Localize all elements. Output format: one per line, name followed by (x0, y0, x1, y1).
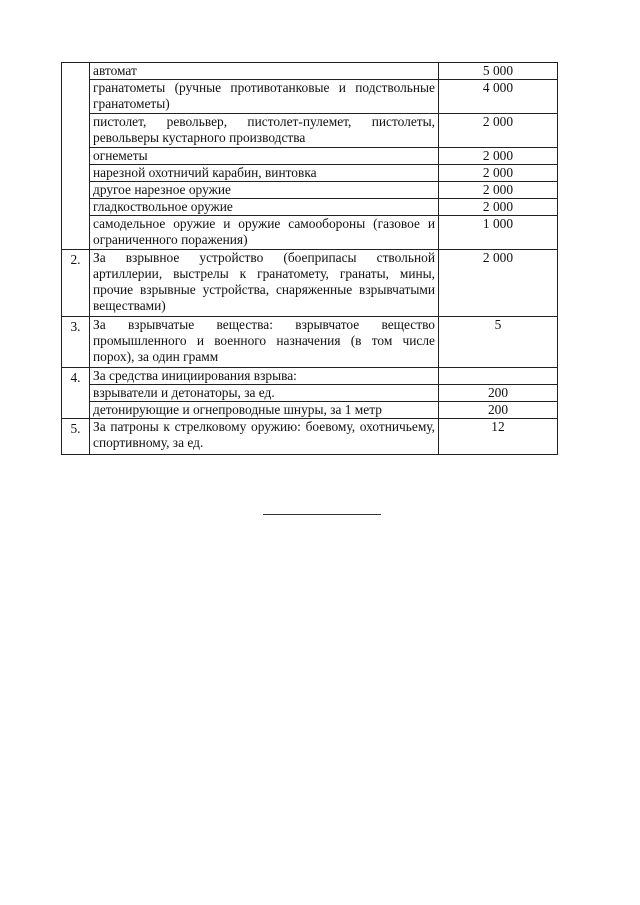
row-description: самодельное оружие и оружие самообороны (газовое и ограниченного поражения) (90, 216, 439, 250)
table-row (62, 165, 558, 182)
row-amount: 200 (439, 385, 558, 402)
row-description: взрыватели и детонаторы, за ед. (90, 385, 439, 402)
row-amount: 12 (439, 419, 558, 455)
row-number-cell: 3. (62, 317, 90, 368)
row-amount: 2 000 (439, 199, 558, 216)
row-amount (439, 368, 558, 385)
row-description: автомат (90, 63, 439, 80)
row-amount: 2 000 (439, 182, 558, 199)
table-row (62, 63, 558, 80)
row-description: За взрывное устройство (боеприпасы ствольной артиллерии, выстрелы к гранатомету, гранаты, мины, прочие взрывные устройства, снаряженные взрывчатыми веществами) (90, 250, 439, 317)
row-description: За патроны к стрелковому оружию: боевому, охотничьему, спортивному, за ед. (90, 419, 439, 455)
row-amount: 5 (439, 317, 558, 368)
row-description: пистолет, револьвер, пистолет-пулемет, пистолеты, револьверы кустарного производства (90, 114, 439, 148)
row-amount: 2 000 (439, 114, 558, 148)
row-description: другое нарезное оружие (90, 182, 439, 199)
row-description: гладкоствольное оружие (90, 199, 439, 216)
table-row (62, 402, 558, 419)
table-row (62, 148, 558, 165)
table-row (62, 317, 558, 368)
table-row (62, 199, 558, 216)
table-row (62, 182, 558, 199)
row-amount: 2 000 (439, 148, 558, 165)
table-row (62, 114, 558, 148)
table-row (62, 250, 558, 317)
table-row (62, 80, 558, 114)
row-number-cell: 4. (62, 368, 90, 419)
row-description: огнеметы (90, 148, 439, 165)
row-amount: 2 000 (439, 165, 558, 182)
table-row (62, 419, 558, 455)
table-row (62, 216, 558, 250)
row-description: За средства инициирования взрыва: (90, 368, 439, 385)
separator-line (263, 514, 381, 515)
row-amount: 1 000 (439, 216, 558, 250)
row-number-cell (62, 63, 90, 250)
row-amount: 4 000 (439, 80, 558, 114)
table-row (62, 368, 558, 385)
row-description: нарезной охотничий карабин, винтовка (90, 165, 439, 182)
row-description: За взрывчатые вещества: взрывчатое вещество промышленного и военного назначения (в том числе порох), за один грамм (90, 317, 439, 368)
row-amount: 2 000 (439, 250, 558, 317)
row-amount: 5 000 (439, 63, 558, 80)
table-row (62, 385, 558, 402)
row-description: гранатометы (ручные противотанковые и подствольные гранатометы) (90, 80, 439, 114)
row-description: детонирующие и огнепроводные шнуры, за 1 метр (90, 402, 439, 419)
row-number-cell: 2. (62, 250, 90, 317)
row-number-cell: 5. (62, 419, 90, 455)
reward-table (61, 62, 558, 455)
row-amount: 200 (439, 402, 558, 419)
